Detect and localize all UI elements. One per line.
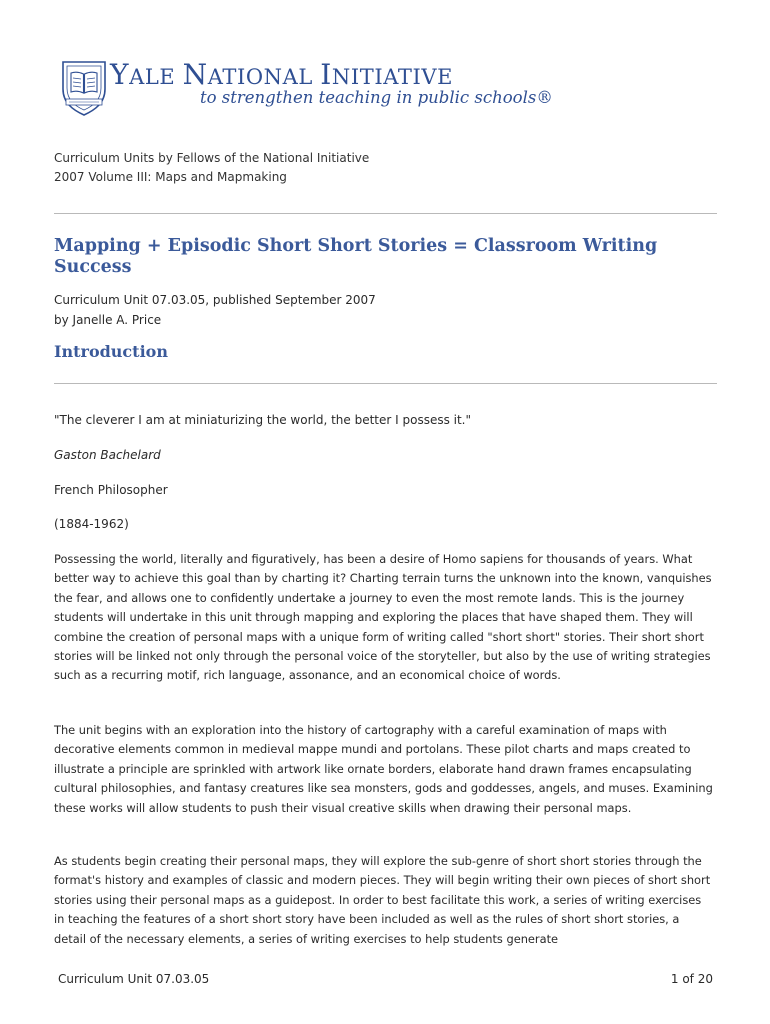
yale-shield-book-icon: [60, 59, 108, 117]
brand-title-rest: NITIATIVE: [331, 65, 454, 89]
brand-title: [110, 58, 453, 91]
unit-info: Curriculum Unit 07.03.05, published September 2007: [54, 293, 376, 307]
divider: [54, 213, 717, 214]
brand-title-rest: ATIONAL: [207, 65, 321, 89]
collection-label: Curriculum Units by Fellows of the National Initiative: [54, 151, 370, 165]
divider: [54, 383, 717, 384]
footer-unit: Curriculum Unit 07.03.05: [58, 972, 210, 986]
epigraph-author: Gaston Bachelard: [54, 448, 161, 462]
body-paragraph: The unit begins with an exploration into the history of cartography with a careful examination of maps with decorative elements common in medieval mappe mundi and portolans. These pilot charts and maps created to illustrate a principle are sprinkled with artwork like ornate borders, elaborate hand drawn frames encapsulating cultural philosophies, and fantasy creatures like sea monsters, gods and goddesses, angels, and muses. Examining these works will allow students to push their visual creative skills when drawing their personal maps.: [54, 723, 713, 815]
section-heading: Introduction: [54, 342, 168, 361]
brand-tagline: to strengthen teaching in public schools®: [200, 88, 553, 107]
body-paragraph: As students begin creating their personal maps, they will explore the sub-genre of short short stories through the format's history and examples of classic and modern pieces. They will begin writing their own pieces of short short stories using their personal maps as a guidepost. In order to best facilitate this work, a series of writing exercises in teaching the features of a short short story have been included as well as the rules of short short stories, a detail of the necessary elements, a series of writing exercises to help students generate: [54, 854, 711, 946]
brand-title-rest: ALE: [129, 65, 183, 89]
volume-label: 2007 Volume III: Maps and Mapmaking: [54, 170, 287, 184]
brand-title-cap: Y: [110, 58, 130, 91]
author: by Janelle A. Price: [54, 313, 162, 327]
page-number: 1 of 20: [670, 972, 713, 986]
document-title: Mapping + Episodic Short Short Stories = Classroom Writing Success: [54, 236, 658, 277]
brand-title-cap: N: [182, 58, 208, 91]
epigraph-dates: (1884-1962): [54, 517, 129, 531]
body-paragraph: Possessing the world, literally and figuratively, has been a desire of Homo sapiens for thousands of years. What better way to achieve this goal than by charting it? Charting terrain turns the unknown into the known, vanquishes the fear, and allows one to confidently undertake a journey to even the most remote lands. This is the journey students will undertake in this unit through mapping and exploring the places that have shaped them. They will combine the creation of personal maps with a unique form of writing called "short short" stories. Their short short stories will be linked not only through the personal voice of the storyteller, but also by the use of writing strategies such as a recurring motif, rich language, assonance, and an economical choice of words.: [54, 552, 712, 683]
epigraph-role: French Philosopher: [54, 483, 168, 497]
epigraph-quote: "The cleverer I am at miniaturizing the world, the better I possess it.": [54, 413, 472, 427]
brand-title-cap: I: [320, 58, 332, 91]
